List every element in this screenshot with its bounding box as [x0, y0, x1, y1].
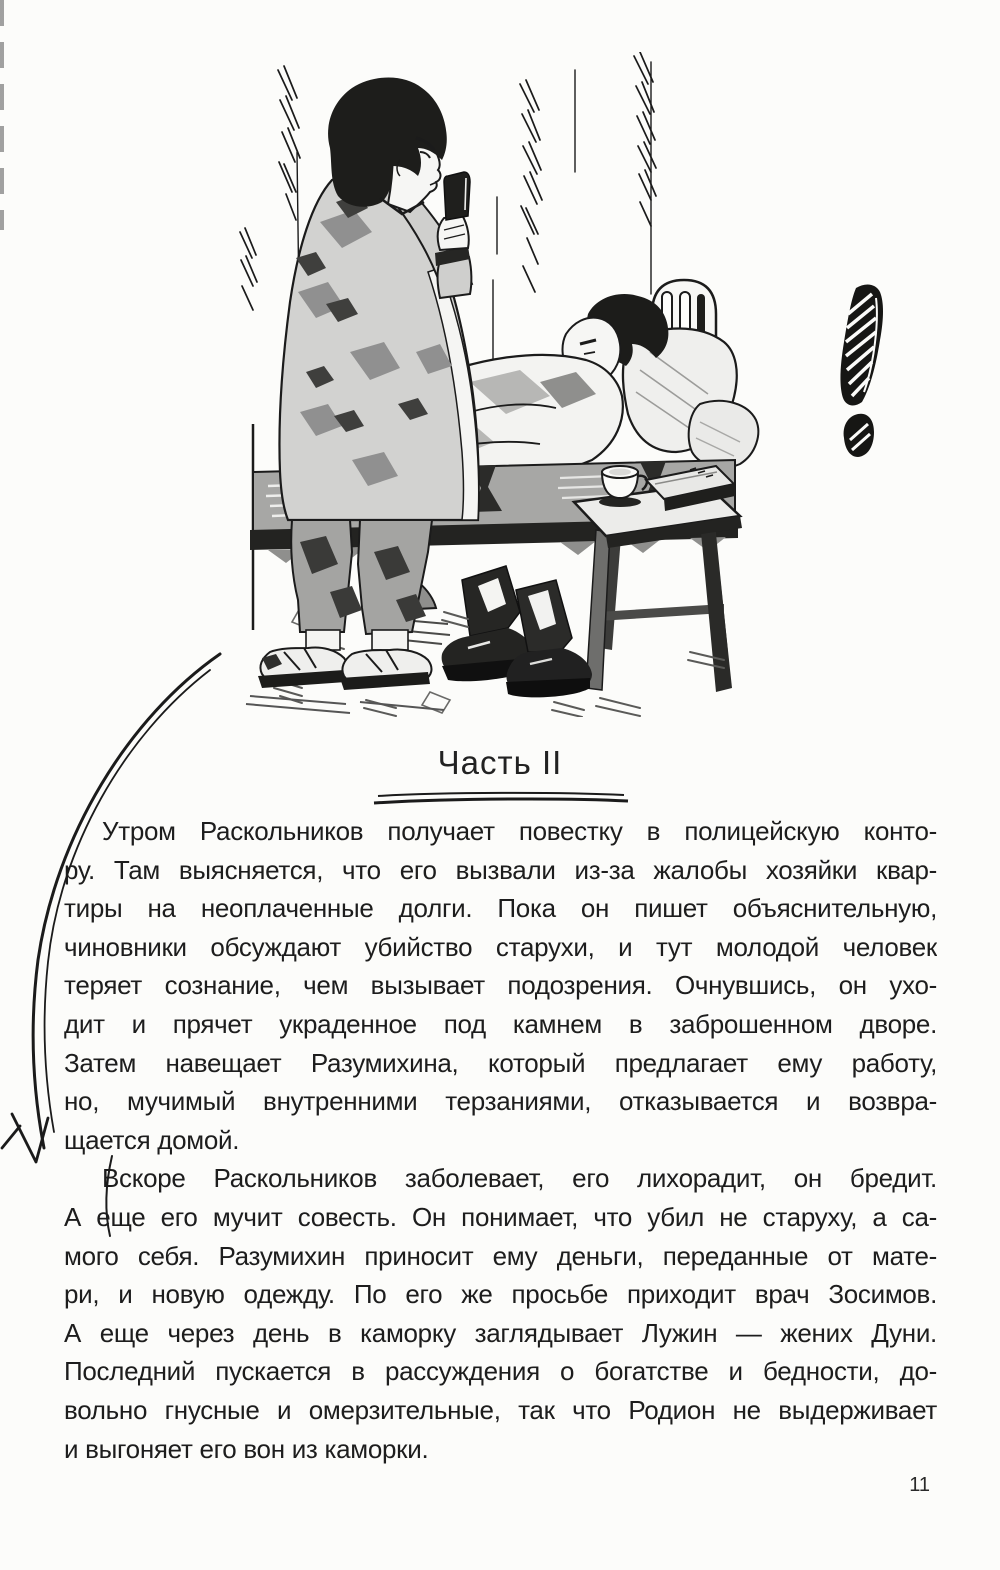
summary-text: [64, 812, 937, 1468]
text-line: вольно гнусные и омерзительные, так что Родион не выдерживает: [64, 1394, 937, 1425]
text-line: чиновники обсуждают убийство старухи, и тут молодой человек: [64, 931, 937, 962]
standing-figure: [246, 78, 479, 714]
text-line: дит и прячет украденное под камнем в заброшенном дворе.: [64, 1008, 937, 1039]
text-line: А еще через день в каморку заглядывает Лужин — жених Дуни.: [64, 1317, 937, 1348]
text-line: Утром Раскольников получает повестку в полицейскую конто-: [102, 816, 937, 846]
page-number: 11: [909, 1474, 930, 1496]
text-line: щается домой.: [64, 1124, 240, 1155]
boots: [442, 566, 592, 697]
heading-underline: [372, 791, 630, 807]
text-line: Затем навещает Разумихина, который предлагает ему работу,: [64, 1047, 937, 1078]
chapter-heading: Часть II: [437, 744, 563, 781]
text-line: мого себя. Разумихин приносит ему деньги, переданные от мате-: [64, 1240, 937, 1271]
text-line: Последний пускается в рассуждения о богатстве и бедности, до-: [64, 1356, 937, 1387]
sickbed-scene-illustration: [0, 52, 1000, 717]
text-line: но, мучимый внутренними терзаниями, отказывается и возвра-: [64, 1086, 937, 1117]
text-line: А еще его мучит совесть. Он понимает, что убил не старуху, а са-: [64, 1201, 937, 1232]
text-line: Вскоре Раскольников заболевает, его лихорадит, он бредит.: [102, 1163, 937, 1194]
text-line: тиры на неоплаченные долги. Пока он пишет объяснительную,: [64, 893, 937, 924]
text-line: ру. Там выясняется, что его вызвали из-за жалобы хозяйки квар-: [64, 854, 937, 885]
exclamation-mark-icon: [840, 285, 883, 457]
text-line: теряет сознание, чем вызывает подозрения. Очнувшись, он ухо-: [64, 970, 937, 1001]
text-line: и выгоняет его вон из каморки.: [64, 1433, 429, 1464]
text-line: ри, и новую одежду. По его же просьбе приходит врач Зосимов.: [64, 1279, 937, 1310]
